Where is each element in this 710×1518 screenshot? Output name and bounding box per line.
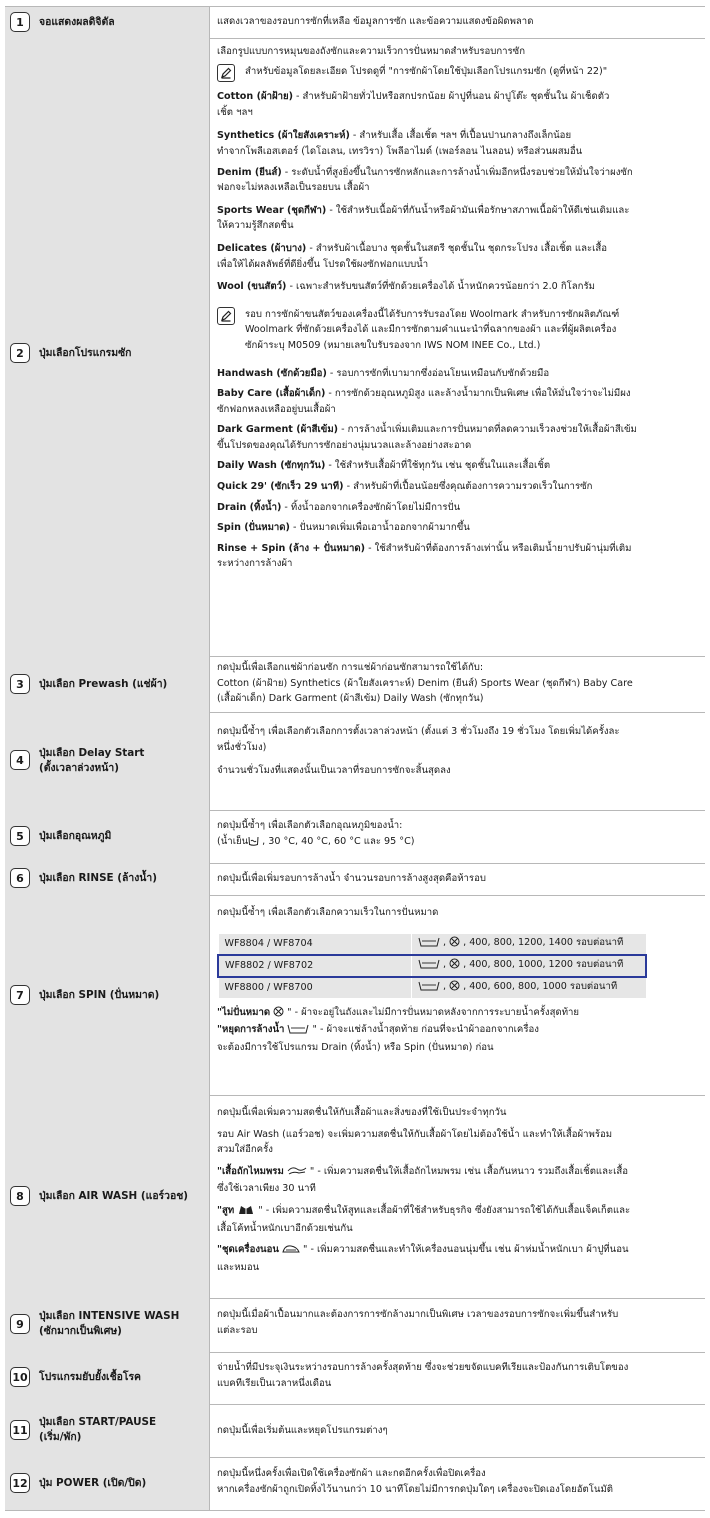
item-label: โปรแกรมยับยั้งเชื้อโรค [39,1371,141,1383]
label-cell [5,1352,209,1404]
item-label: ปุ่ม POWER (เปิด/ปิด) [39,1477,147,1489]
description-text: กดปุ่มนี้เพื่อเลือกแช่ผ้าก่อนซัก การแช่ผ้าก่อนซักสามารถใช้ได้กับ: [217,662,484,673]
rinse-hold-icon [418,937,440,953]
item-number: 5 [10,826,30,846]
rinse-hold-icon [418,959,440,975]
description-text: จำนวนชั่วโมงที่แสดงนั้นเป็นเวลาที่รอบการซักจะสิ้นสุดลง [217,765,451,777]
note-icon [217,64,235,82]
program-desc: - การซักด้วยอุณหภูมิสูง และล้างน้ำมากเป็นพิเศษ เพื่อให้มั่นใจว่าจะไม่มีผง [325,388,631,400]
program-name: Dark Garment (ผ้าสีเข้ม) [217,424,339,436]
program-name: Cotton (ผ้าฝ้าย) [217,91,293,103]
item-label: ปุ่มเลือกอุณหภูมิ [39,830,112,842]
description-text: จ่ายน้ำที่มีประจุเงินระหว่างรอบการล้างครั้งสุดท้าย ซึ่งจะช่วยขจัดแบคทีเรียและป้องกันการเติบโตของ [217,1362,629,1373]
model-cell: WF8800 / WF8700 [218,977,412,999]
spin-speed-table [217,933,647,999]
label-cell [5,712,209,810]
spin-table-row [218,933,646,955]
program-desc-cont: ฟอกจะไม่หลงเหลือเป็นรอยบน เสื้อผ้า [217,182,370,194]
program-list [217,89,699,295]
item-label: ปุ่มเลือก Prewash (แช่ผ้า) [39,678,168,690]
row-air-wash [5,1095,705,1299]
item-label-line: ปุ่มเลือก START/PAUSE [39,1416,157,1428]
row-prewash [5,656,705,713]
description-cell [217,1423,699,1439]
item-label-line: ปุ่มเลือก INTENSIVE WASH [39,1310,180,1322]
note-icon [217,307,235,325]
label-cell [5,810,209,863]
program-name: Denim (ยีนส์) [217,166,282,178]
item-number: 6 [10,868,30,888]
label-cell [5,656,209,712]
row-digital-display [5,6,705,39]
description-cell [217,905,699,1055]
description-cell [217,724,699,779]
program-desc: - ใช้สำหรับเนื้อผ้าที่กันน้ำหรือผ้ามันเพื่อรักษาสภาพเนื้อผ้าให้ดีเช่นเดิมและ [326,204,630,216]
program-name: Handwash (ซักด้วยมือ) [217,367,327,379]
program-desc-cont: ให้ความรู้สึกสดชื่น [217,220,294,232]
program-desc: - เฉพาะสำหรับขนสัตว์ที่ซักด้วยเครื่องได้ น้ำหนักควรน้อยกว่า 2.0 กิโลกรัม [286,281,595,293]
program-desc-cont: ซักฟอกหลงเหลืออยู่บนเสื้อผ้า [217,403,336,415]
description-text: Cotton (ผ้าฝ้าย) Synthetics (ผ้าใยสังเคราะห์) Denim (ยีนส์) Sports Wear (ชุดกีฬา) Baby Care [217,677,633,689]
label-cell [5,1404,209,1457]
description-text: กดปุ่มนี้ซ้ำๆ เพื่อเลือกตัวเลือกอุณหภูมิของน้ำ: [217,820,403,831]
program-name: Synthetics (ผ้าใยสังเคราะห์) [217,130,350,142]
description-cell [217,1360,699,1391]
item-label-line: (ตั้งเวลาล่วงหน้า) [39,762,119,774]
note-text: รอบ การซักผ้าขนสัตว์ของเครื่องนี้ได้รับการรับรองโดย Woolmark สำหรับการซักผลิตภัณฑ์ [245,308,620,320]
program-name: Quick 29' (ซักเร็ว 29 นาที) [217,481,344,493]
suit-icon [237,1204,255,1221]
description-text: กดปุ่มนี้เพื่อเริ่มต้นและหยุดโปรแกรมต่างๆ [217,1425,388,1436]
spin-table-row [218,977,646,999]
item-number: 4 [10,750,30,770]
cold-water-icon [248,836,259,852]
label-cell [5,863,209,895]
item-label-line: (ซักมากเป็นพิเศษ) [39,1325,122,1337]
row-start-pause [5,1404,705,1458]
program-desc: - ใช้สำหรับเสื้อผ้าที่ใช้ทุกวัน เช่น ชุดชั้นในและเสื้อเชิ้ต [325,460,551,472]
label-cell [5,1095,209,1298]
program-desc-cont: ขึ้นโปรดของคุณได้รับการซักอย่างนุ่มนวลและล้างอย่างสะอาด [217,439,472,451]
row-spin [5,895,705,1096]
description-cell [217,818,699,851]
model-cell: WF8804 / WF8704 [218,933,412,955]
description-text: แบคทีเรียเป็นเวลาหนึ่งเดือน [217,1377,332,1389]
item-label [39,1415,205,1445]
program-desc: - สำหรับผ้าฝ้ายทั่วไปหรือสกปรกน้อย ผ้าปูที่นอน ผ้าปูโต๊ะ ชุดชั้นใน ผ้าเช็ดตัว [292,91,610,103]
item-number: 10 [10,1367,30,1387]
item-number: 11 [10,1420,30,1440]
model-cell: WF8802 / WF8702 [218,955,412,977]
woolmark-note [217,307,699,354]
program-desc: - ใช้สำหรับผ้าที่ต้องการล้างเท่านั้น หรือเติมน้ำยาปรับผ้านุ่มที่เติม [365,542,632,554]
description-text: แต่ละรอบ [217,1324,258,1336]
description-text: กดปุ่มนี้หนึ่งครั้งเพื่อเปิดใช้เครื่องซักผ้า และกดอีกครั้งเพื่อปิดเครื่อง [217,1468,486,1479]
suit-text: "สูท " - เพิ่มความสดชื่นให้สูทและเสื้อผ้าที่ใช้สำหรับธุรกิจ ซึ่งยังสามารถใช้ได้กับเสื้อแจ็คเก็ตและ [217,1203,699,1221]
item-label: ปุ่มเลือก AIR WASH (แอร์วอช) [39,1190,189,1202]
description-text: ซึ่งใช้เวลาเพียง 30 นาที [217,1183,316,1195]
program-desc: - ทิ้งน้ำออกจากเครื่องซักผ้าโดยไม่มีการปั่น [281,501,461,513]
program-desc: - สำหรับเสื้อ เสื้อเชิ้ต ฯลฯ ที่เปื้อนปานกลางถึงเล็กน้อย [349,130,572,142]
row-program-selector [5,37,705,657]
temperature-options: (น้ำเย็น , 30 °C, 40 °C, 60 °C และ 95 °C) [217,834,699,852]
label-cell [5,1457,209,1510]
note-text: ซักผ้าระบุ M0509 (หมายเลขใบรับรองจาก IWS NOM INEE Co., Ltd.) [245,339,541,351]
speed-cell: , , 400, 600, 800, 1000 รอบต่อนาที [412,977,647,999]
item-label [39,1309,205,1339]
description-cell [217,1466,699,1497]
description-text: หากเครื่องซักผ้าถูกเปิดทิ้งไว้นานกว่า 10 นาทีโดยไม่มีการกดปุ่มใดๆ เครื่องจะปิดเองโดยอัตโนมัติ [217,1483,614,1495]
item-number: 3 [10,674,30,694]
program-desc: - สำหรับผ้าเนื้อบาง ชุดชั้นในสตรี ชุดชั้นใน ชุดกระโปรง เสื้อเชิ้ต และเสื้อ [306,242,607,254]
no-spin-icon [449,980,460,997]
item-number: 1 [10,12,30,32]
description-text: กดปุ่มนี้ซ้ำๆ เพื่อเลือกตัวเลือกความเร็วในการปั่นหมาด [217,907,439,918]
item-label: ปุ่มเลือก SPIN (ปั่นหมาด) [39,989,160,1001]
program-desc: - ระดับน้ำที่สูงยิ่งขึ้นในการซักหลักและการล้างน้ำเพิ่มอีกหนึ่งรอบช่วยให้มั่นใจว่าผงซัก [281,166,633,178]
description-text: หนึ่งชั่วโมง) [217,741,267,753]
rinse-hold-icon [418,981,440,997]
description-text: กดปุ่มนี้ซ้ำๆ เพื่อเลือกตัวเลือกการตั้งเวลาล่วงหน้า (ตั้งแต่ 3 ชั่วโมงถึง 19 ชั่วโมง โดยเพิ่มได้ครั้งละ [217,726,620,737]
item-label: ปุ่มเลือกโปรแกรมซัก [39,347,132,359]
no-spin-text: "ไม่ปั่นหมาด " - ผ้าจะอยู่ในถังและไม่มีการปั่นหมาดหลังจากการระบายน้ำครั้งสุดท้าย [217,1005,699,1023]
program-name: Drain (ทิ้งน้ำ) [217,501,282,513]
program-desc-cont: ระหว่างการล้างผ้า [217,558,293,570]
rinse-hold-text: "หยุดการล้างน้ำ " - ผ้าจะแช่ล้างน้ำสุดท้าย ก่อนที่จะนำผ้าออกจากเครื่อง [217,1022,699,1040]
item-label-line: (เริ่ม/พัก) [39,1431,82,1443]
program-name: Daily Wash (ซักทุกวัน) [217,460,326,472]
item-number: 12 [10,1473,30,1493]
program-name: Wool (ขนสัตว์) [217,281,287,293]
item-number: 9 [10,1314,30,1334]
intro-text: เลือกรูปแบบการหมุนของถังซักและความเร็วการปั่นหมาดสำหรับรอบการซัก [217,46,526,57]
item-number: 2 [10,343,30,363]
no-spin-icon [449,936,460,953]
description-text: และหมอน [217,1261,260,1273]
description-cell [217,44,699,572]
description-cell [217,660,699,707]
no-spin-icon [273,1006,284,1023]
label-cell [5,37,209,656]
program-list-2 [217,366,699,573]
item-label-line: ปุ่มเลือก Delay Start [39,747,145,759]
row-power [5,1457,705,1511]
description-text: เสื้อโค้ทน้ำหนักเบาอีกด้วยเช่นกัน [217,1222,353,1234]
knitwear-icon [287,1166,307,1182]
program-name: Rinse + Spin (ล้าง + ปั่นหมาด) [217,542,366,554]
description-text: กดปุ่มนี้เพื่อเพิ่มรอบการล้างน้ำ จำนวนรอบการล้างสูงสุดคือห้ารอบ [217,873,486,884]
description-text: รอบ Air Wash (แอร์วอช) จะเพิ่มความสดชื่นให้กับเสื้อผ้าโดยไม่ต้องใช้น้ำ และทำให้เสื้อผ้าพร้อม [217,1128,613,1140]
bedding-icon [282,1244,300,1260]
description-text: (เสื้อผ้าเด็ก) Dark Garment (ผ้าสีเข้ม) Daily Wash (ซักทุกวัน) [217,693,484,705]
knitwear-text: "เสื้อถักไหมพรม " - เพิ่มความสดชื่นให้เสื้อถักไหมพรม เช่น เสื้อกันหนาว รวมถึงเสื้อเชิ้ตและเสื้อ [217,1164,699,1182]
label-cell [5,895,209,1095]
reference-note [217,64,699,80]
no-spin-icon [449,958,460,975]
program-name: Delicates (ผ้าบาง) [217,242,307,254]
item-number: 8 [10,1186,30,1206]
description-cell [217,1105,699,1275]
row-rinse [5,863,705,896]
spin-table-row-highlighted [218,955,646,977]
row-antibacterial [5,1352,705,1405]
program-desc-cont: ทำจากโพลีเอสเตอร์ (ไดโอเลน, เทรวิรา) โพลีอาไมด์ (เพอร์ลอน ไนลอน) หรือส่วนผสมอื่น [217,145,583,157]
item-label: ปุ่มเลือก RINSE (ล้างน้ำ) [39,872,157,884]
program-name: Spin (ปั่นหมาด) [217,522,290,534]
description-text: กดปุ่มนี้เมื่อผ้าเปื้อนมากและต้องการการซักล้างมากเป็นพิเศษ เวลาของรอบการซักจะเพิ่มขึ้นสำหรับ [217,1309,619,1320]
description-text: จะต้องมีการใช้โปรแกรม Drain (ทิ้งน้ำ) หรือ Spin (ปั่นหมาด) ก่อน [217,1041,494,1053]
program-desc-cont: เชิ้ต ฯลฯ [217,106,253,118]
label-cell [5,7,209,38]
note-text: Woolmark ที่ซักด้วยเครื่องได้ และมีการซักตามคำแนะนำที่ฉลากของผ้า และที่ผู้ผลิตเครื่อง [245,324,617,336]
item-label: จอแสดงผลดิจิตัล [39,16,115,28]
row-intensive-wash [5,1298,705,1353]
description-text: กดปุ่มนี้เพื่อเพิ่มความสดชื่นให้กับเสื้อผ้าและสิ่งของที่ใช้เป็นประจำทุกวัน [217,1107,507,1118]
row-temperature [5,810,705,864]
description-cell [217,1307,699,1338]
program-desc: - สำหรับผ้าที่เปื้อนน้อยซึ่งคุณต้องการความรวดเร็วในการซัก [343,481,593,493]
description-text: สวมใส่อีกครั้ง [217,1144,273,1156]
rinse-hold-icon [287,1024,309,1040]
description-text: แสดงเวลาของรอบการซักที่เหลือ ข้อมูลการซัก และข้อความแสดงข้อผิดพลาด [217,16,534,27]
description-cell [217,871,699,887]
speed-cell: , , 400, 800, 1000, 1200 รอบต่อนาที [412,955,647,977]
program-name: Baby Care (เสื้อผ้าเด็ก) [217,388,326,400]
program-desc: - ปั่นหมาดเพิ่มเพื่อเอาน้ำออกจากผ้ามากขึ้น [289,522,470,534]
note-text: สำหรับข้อมูลโดยละเอียด โปรดดูที่ "การซักผ้าโดยใช้ปุ่มเลือกโปรแกรมซัก (ดูที่หน้า 22)" [245,65,608,77]
description-cell [217,14,699,30]
speed-cell: , , 400, 800, 1200, 1400 รอบต่อนาที [412,933,647,955]
item-number: 7 [10,985,30,1005]
row-delay-start [5,712,705,811]
program-desc: - รอบการซักที่เบามากซึ่งอ่อนโยนเหมือนกับซักด้วยมือ [326,367,550,379]
bedding-text: "ชุดเครื่องนอน " - เพิ่มความสดชื่นและทำให้เครื่องนอนนุ่มขึ้น เช่น ผ้าห่มน้ำหนักเบา ผ้าปูที่นอน [217,1242,699,1260]
program-desc: - การล้างน้ำเพิ่มเติมและการปั่นหมาดที่ลดความเร็วลงช่วยให้เสื้อผ้าสีเข้ม [338,424,637,436]
item-label [39,746,205,776]
label-cell [5,1298,209,1352]
program-name: Sports Wear (ชุดกีฬา) [217,204,327,216]
program-desc-cont: เพื่อให้ได้ผลลัพธ์ที่ดียิ่งขึ้น โปรดใช้ผงซักฟอกแบบน้ำ [217,258,429,270]
